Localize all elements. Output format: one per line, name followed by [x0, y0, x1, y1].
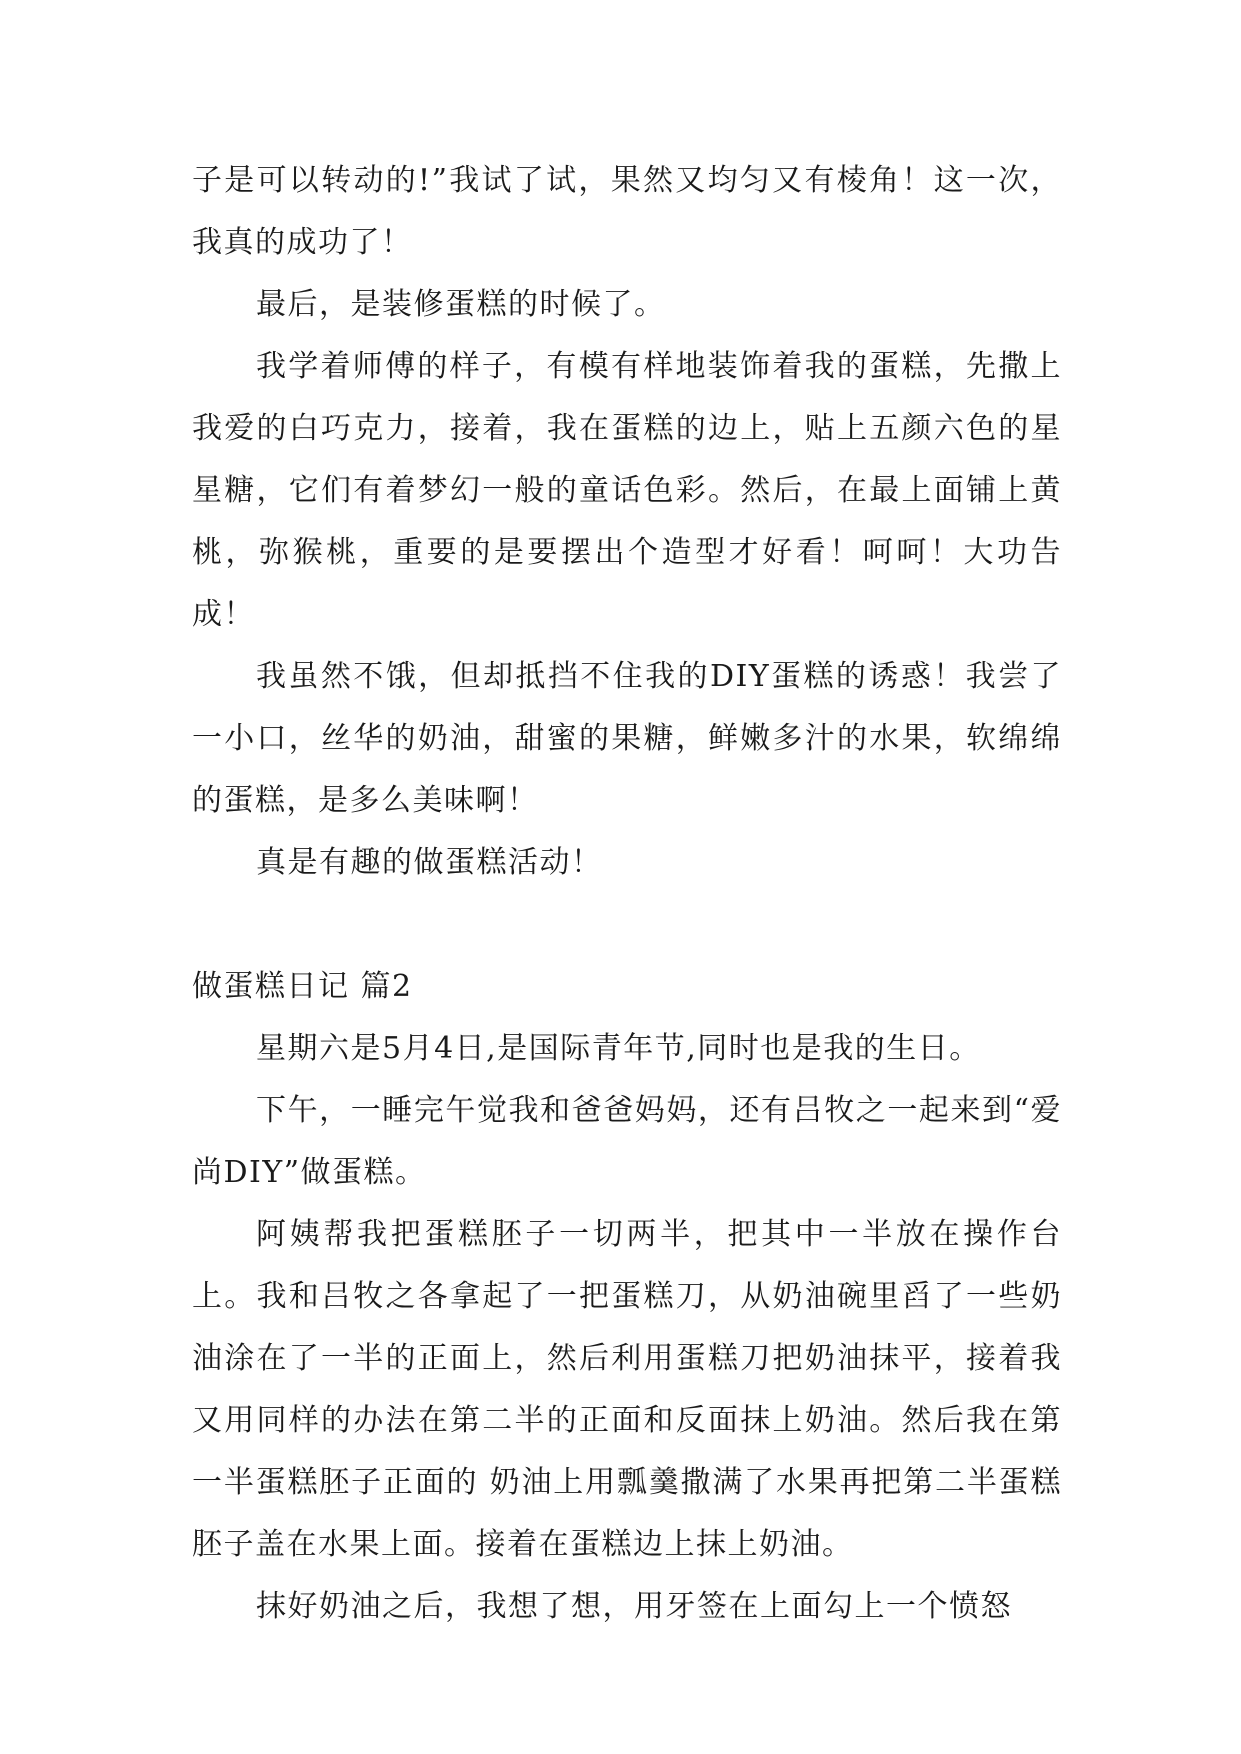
document-body: [192, 150, 1062, 1638]
paragraph-decorating-intro: 最后，是装修蛋糕的时候了。: [256, 287, 666, 322]
section-heading: 做蛋糕日记 篇2: [192, 969, 413, 1004]
paragraph-continuation: 子是可以转动的!”我试了试，果然又均匀又有棱角！这一次，我真的成功了！: [192, 163, 1062, 260]
paragraph-drawing: 抹好奶油之后，我想了想，用牙签在上面勾上一个愤怒: [256, 1589, 1012, 1624]
paragraph-decorating: 我学着师傅的样子，有模有样地装饰着我的蛋糕，先撒上我爱的白巧克力，接着，我在蛋糕的边上，贴上五颜六色的星星糖，它们有着梦幻一般的童话色彩。然后，在最上面铺上黄桃，弥猴桃，重要的是要摆出个造型才好看！呵呵！大功告成！: [192, 349, 1062, 632]
paragraph-layering: 阿姨帮我把蛋糕胚子一切两半，把其中一半放在操作台上。我和吕牧之各拿起了一把蛋糕刀，从奶油碗里舀了一些奶油涂在了一半的正面上，然后利用蛋糕刀把奶油抹平，接着我又用同样的办法在第二半的正面和反面抹上奶油。然后我在第一半蛋糕胚子正面的 奶油上用瓢羹撒满了水果再把第二半蛋糕胚子盖在水果上面。接着在蛋糕边上抹上奶油。: [192, 1217, 1062, 1562]
section-spacer: [192, 894, 1062, 956]
paragraph-tasting: 我虽然不饿，但却抵挡不住我的DIY蛋糕的诱惑！我尝了一小口，丝华的奶油，甜蜜的果糖，鲜嫩多汁的水果，软绵绵的蛋糕，是多么美味啊！: [192, 659, 1062, 818]
paragraph-conclusion: 真是有趣的做蛋糕活动！: [256, 845, 603, 880]
paragraph-birthday: 星期六是5月4日,是国际青年节,同时也是我的生日。: [256, 1031, 981, 1066]
paragraph-afternoon: 下午，一睡完午觉我和爸爸妈妈，还有吕牧之一起来到“爱尚DIY”做蛋糕。: [192, 1093, 1062, 1190]
